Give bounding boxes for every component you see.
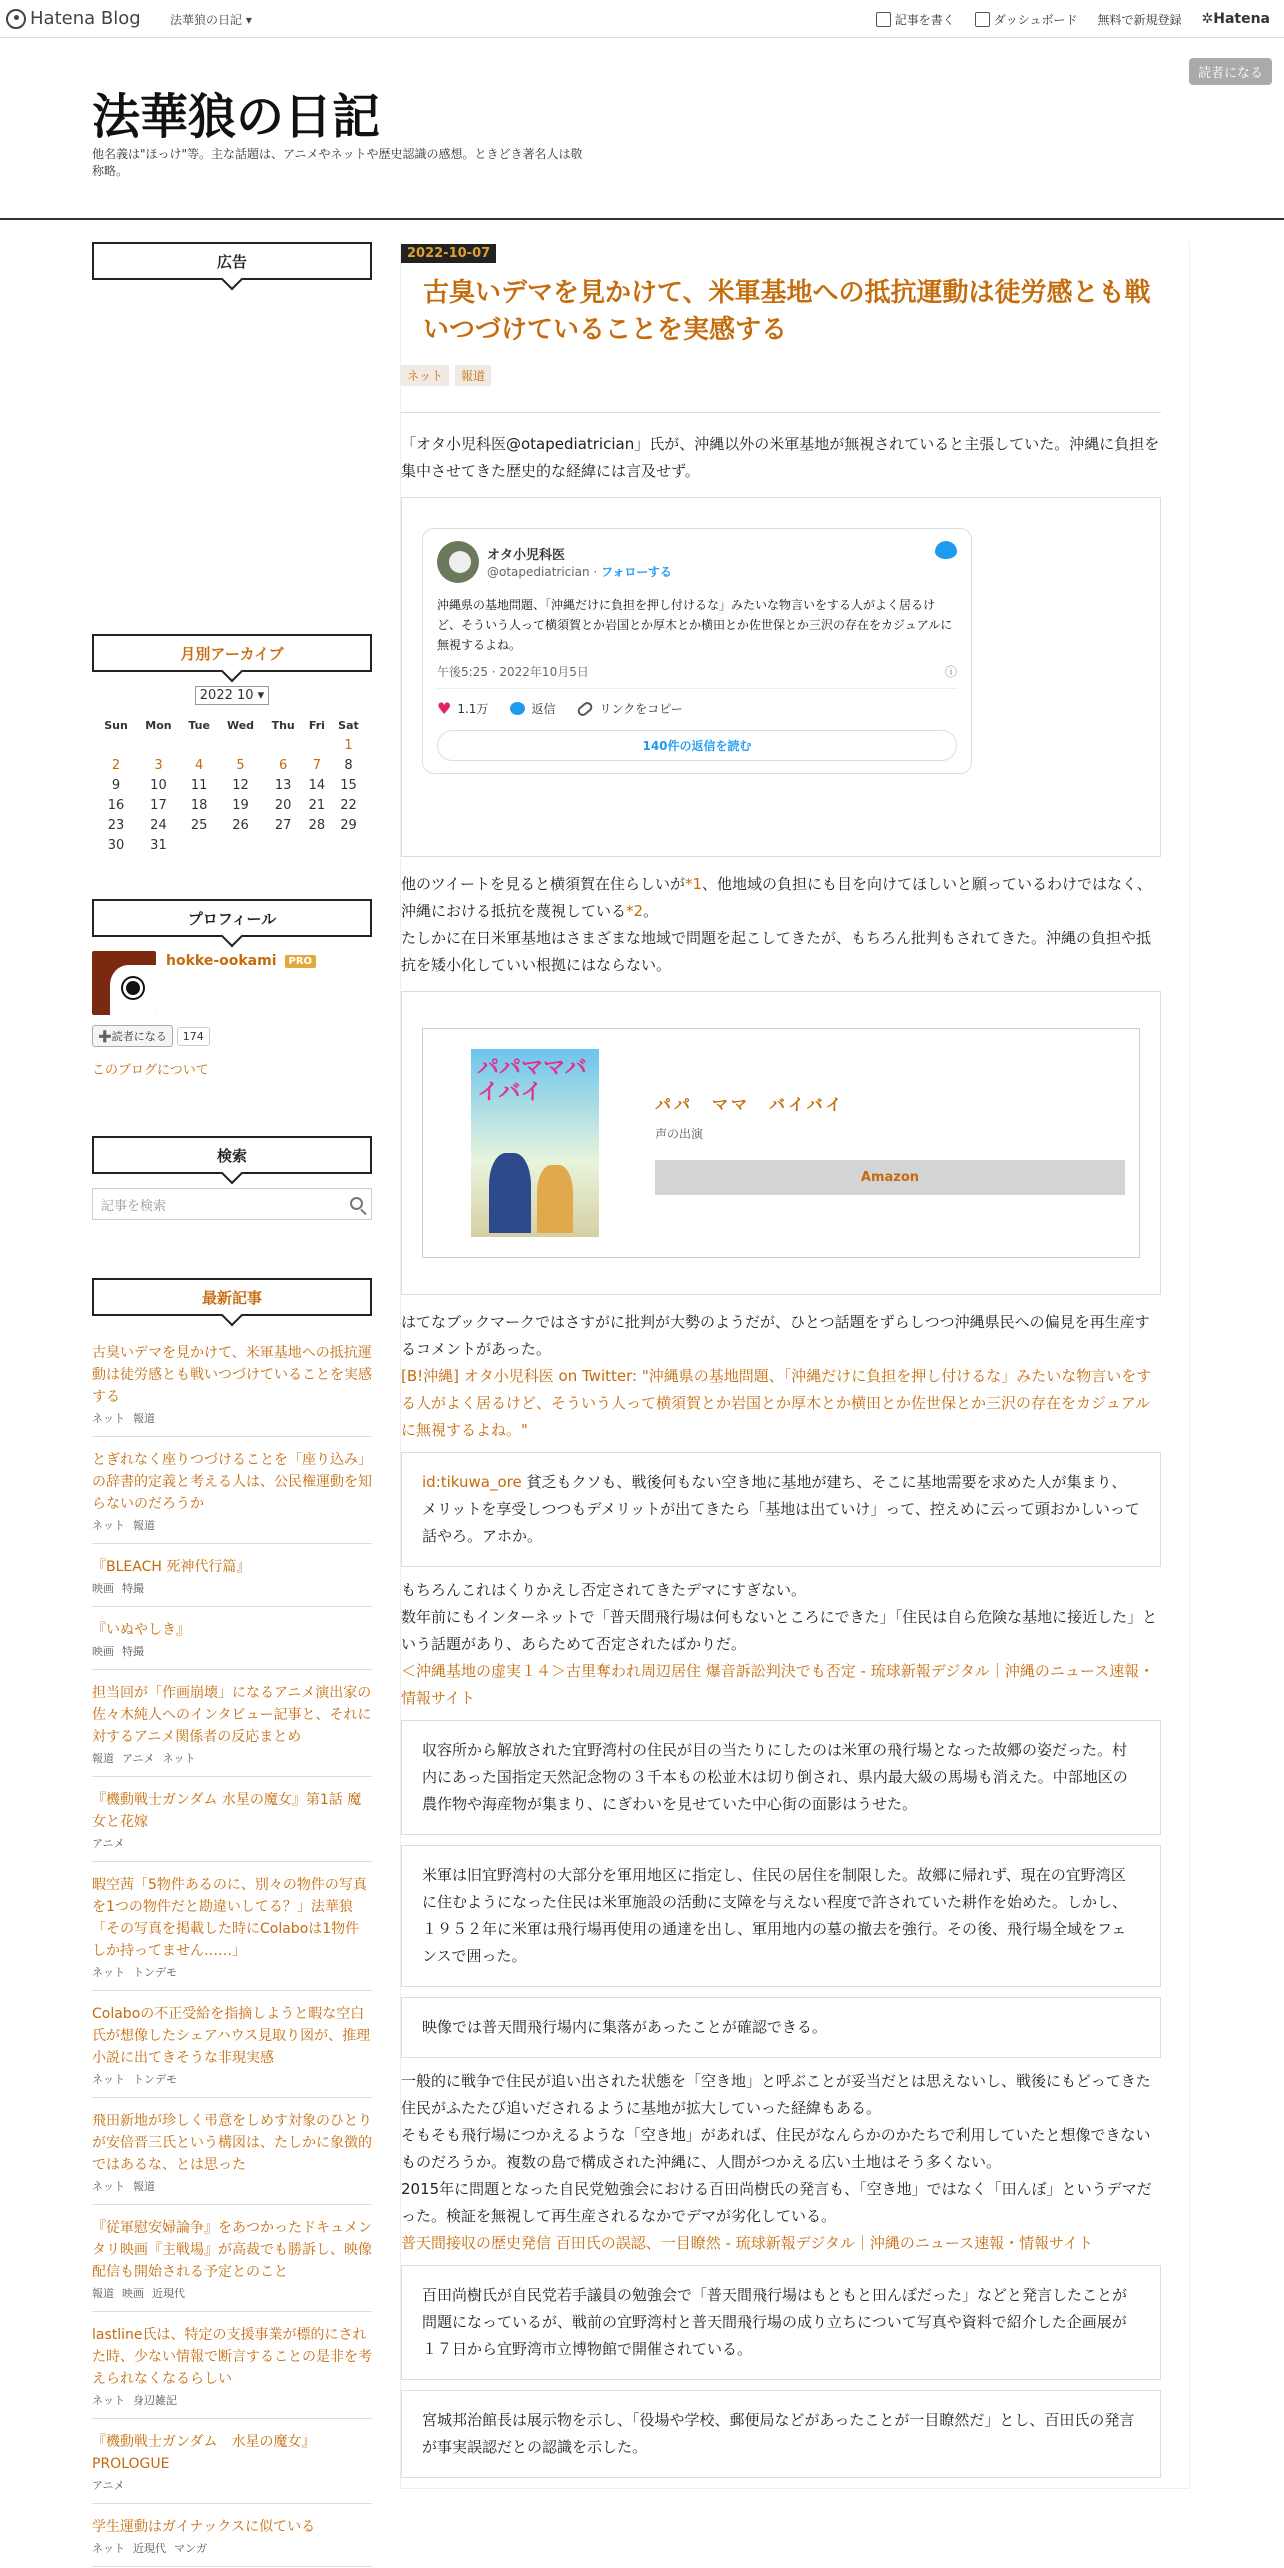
subscribe-button[interactable]: 読者になる bbox=[1189, 58, 1272, 85]
calendar-weekday: Fri bbox=[308, 718, 325, 732]
recent-entry-categories bbox=[92, 1517, 372, 1533]
recent-entry bbox=[92, 1670, 372, 1777]
calendar-day bbox=[331, 835, 366, 855]
category-link[interactable]: ネット bbox=[92, 2073, 125, 2086]
tweet-embed bbox=[401, 497, 1161, 857]
calendar-day: 19 bbox=[232, 797, 249, 813]
global-header bbox=[0, 0, 1284, 38]
reply-icon bbox=[510, 702, 525, 715]
category-link[interactable]: 身辺雑記 bbox=[133, 2394, 177, 2407]
calendar-day bbox=[303, 835, 331, 855]
like-button[interactable] bbox=[437, 699, 488, 718]
category-link[interactable]: 近現代 bbox=[152, 2287, 185, 2300]
follow-button[interactable]: ➕読者になる bbox=[92, 1025, 173, 1047]
text: 他のツイートを見ると横須賀在住らしいが bbox=[401, 875, 685, 893]
recent-entry-categories bbox=[92, 1964, 372, 1980]
tweet-text: 沖縄県の基地問題、「沖縄だけに負担を押し付けるな」みたいな物言いをする人がよく居るけど、そういう人って横須賀とか岩国とか厚木とか横田とか佐世保とか三沢の存在をカジュアルに無視するよね。 bbox=[437, 598, 953, 652]
quote-text: 貧乏もクソも、戦後何もない空き地に基地が建ち、そこに基地需要を求めた人が集まり、メリットを享受しつつもデメリットが出てきたら「基地は出ていけ」って、控えめに云って頭おかしいって話やろ。アホか。 bbox=[422, 1473, 1140, 1545]
amazon-embed bbox=[401, 991, 1161, 1295]
dashboard-icon bbox=[975, 12, 990, 27]
info-icon[interactable]: ⓘ bbox=[944, 665, 957, 679]
recent-entry-title[interactable]: lastline氏は、特定の支援事業が標的にされた時、少ない情報で断言することの是非を考えられなくなるらしい bbox=[92, 2327, 372, 2387]
calendar-day: 9 bbox=[111, 777, 121, 793]
category-link[interactable]: ネット bbox=[92, 2542, 125, 2555]
calendar-day: 15 bbox=[340, 777, 357, 793]
calendar-day: 29 bbox=[340, 817, 357, 833]
tweet-handle[interactable]: @otapediatrician bbox=[487, 565, 590, 579]
recent-entry-title[interactable]: 飛田新地が珍しく弔意をしめす対象のひとりが安倍晋三氏という構図は、たしかに象徴的ではあるな、とは思った bbox=[92, 2113, 372, 2173]
calendar-day: 8 bbox=[344, 757, 353, 773]
recent-entry bbox=[92, 1544, 372, 1607]
category-link[interactable]: ネット bbox=[92, 2394, 125, 2407]
entry-date[interactable]: 2022-10-07 bbox=[401, 244, 496, 263]
recent-entry-categories bbox=[92, 2477, 372, 2493]
entry-categories bbox=[401, 365, 1161, 386]
recent-entry-title[interactable]: とぎれなく座りつづけることを「座り込み」の辞書的定義と考える人は、公民権運動を知らないのだろうか bbox=[92, 1452, 372, 1512]
calendar-day[interactable]: 6 bbox=[279, 757, 288, 773]
footnote-link[interactable]: *1 bbox=[684, 875, 702, 893]
entry-title[interactable]: 古臭いデマを見かけて、米軍基地への抵抗運動は徒労感とも戦いつづけていることを実感する bbox=[423, 278, 1151, 345]
calendar-day: 18 bbox=[190, 797, 208, 813]
recent-entry-title[interactable]: 『BLEACH 死神代行篇』 bbox=[92, 1559, 251, 1575]
calendar-day[interactable]: 2 bbox=[111, 757, 121, 773]
blog-header bbox=[0, 38, 1284, 220]
category-tag[interactable]: 報道 bbox=[455, 365, 491, 386]
footnote-link[interactable]: *2 bbox=[626, 902, 644, 920]
hatena-label: Hatena bbox=[1213, 11, 1270, 27]
amazon-button[interactable]: Amazon bbox=[655, 1160, 1125, 1195]
archive-heading: 月別アーカイブ bbox=[92, 634, 372, 672]
recent-entry-title[interactable]: Colaboの不正受給を指摘しようと暇な空白氏が想像したシェアハウス見取り図が、推理小説に出てきそうな非現実感 bbox=[92, 2006, 371, 2066]
category-tag[interactable]: ネット bbox=[401, 365, 449, 386]
write-entry-link[interactable] bbox=[876, 11, 955, 28]
profile-name[interactable]: hokke-ookami bbox=[166, 953, 277, 969]
recent-entry-title[interactable]: 古臭いデマを見かけて、米軍基地への抵抗運動は徒労感とも戦いつづけていることを実感する bbox=[92, 1345, 372, 1405]
calendar-weekday: Sat bbox=[338, 718, 359, 732]
paragraph: 「オタ小児科医@otapediatrician」氏が、沖縄以外の米軍基地が無視されていると主張していた。沖縄に負担を集中させてきた歴史的な経緯には言及せず。 bbox=[401, 435, 1160, 480]
search-placeholder: 記事を検索 bbox=[101, 1198, 167, 1214]
news-link[interactable]: 普天間接収の歴史発信 百田氏の誤認、一目瞭然 - 琉球新報デジタル｜沖縄のニュース速報・情報サイト bbox=[401, 2234, 1094, 2252]
category-link[interactable]: 映画 bbox=[122, 2287, 144, 2300]
paragraph: もちろんこれはくりかえし否定されてきたデマにすぎない。 bbox=[401, 1581, 807, 1599]
calendar-day: 22 bbox=[340, 797, 357, 813]
user-id-link[interactable]: id:tikuwa_ore bbox=[422, 1473, 522, 1491]
dashboard-label: ダッシュボード bbox=[993, 12, 1078, 27]
calendar-day[interactable]: 7 bbox=[312, 757, 322, 773]
calendar-day: 30 bbox=[107, 837, 125, 853]
category-link[interactable]: ネット bbox=[92, 1412, 125, 1425]
paragraph: たしかに在日米軍基地はさまざまな地域で問題を起こしてきたが、もちろん批判もされてきた。沖縄の負担や抵抗を矮小化していい根拠にはならない。 bbox=[401, 929, 1152, 974]
archive-calendar bbox=[96, 715, 366, 855]
category-link[interactable]: マンガ bbox=[174, 2542, 207, 2555]
text: 。 bbox=[643, 902, 659, 920]
recent-entry-title[interactable]: 担当回が「作画崩壊」になるアニメ演出家の佐々木純人へのインタビュー記事と、それに対するアニメ関係者の反応まとめ bbox=[92, 1685, 372, 1745]
calendar-weekday: Wed bbox=[226, 718, 255, 732]
recent-entry-categories bbox=[92, 2540, 372, 2556]
calendar-day bbox=[181, 735, 218, 755]
recent-entry-categories bbox=[92, 1835, 372, 1851]
recent-entry-title[interactable]: 暇空茜「5物件あるのに、別々の物件の写真を1つの物件だと勘違いしてる？」法華狼「その写真を掲載した時にColaboは1物件しか持ってません……」 bbox=[92, 1877, 367, 1959]
search-input[interactable] bbox=[92, 1188, 372, 1220]
recent-entry-categories bbox=[92, 2285, 372, 2301]
reply-button[interactable] bbox=[510, 699, 555, 718]
calendar-day[interactable]: 5 bbox=[236, 757, 245, 773]
hatena-logo-icon bbox=[6, 9, 26, 29]
avatar[interactable] bbox=[92, 951, 156, 1015]
category-link[interactable]: トンデモ bbox=[133, 2073, 177, 2086]
text: 、他地域の負担にも目を向けてほしいと願っているわけではなく、沖縄における抵抗を蔑視している bbox=[401, 875, 1152, 920]
recent-entry bbox=[92, 1607, 372, 1670]
hatena-blog-logo[interactable] bbox=[6, 8, 141, 29]
calendar-weekday: Mon bbox=[145, 718, 172, 732]
category-link[interactable]: 報道 bbox=[133, 1412, 155, 1425]
blockquote: 収容所から解放された宜野湾村の住民が目の当たりにしたのは米軍の飛行場となった故郷の姿だった。村内にあった国指定天然記念物の３千本もの松並木は切り倒され、県内最大級の馬場も消えた。中部地区の農作物や海産物が集まり、にぎわいを見せていた中心街の面影はうせた。 bbox=[401, 1720, 1161, 1835]
calendar-day[interactable]: 1 bbox=[344, 737, 353, 753]
calendar-day bbox=[218, 835, 264, 855]
category-link[interactable]: 映画 bbox=[92, 1582, 114, 1595]
calendar-day: 23 bbox=[107, 817, 125, 833]
category-link[interactable]: アニメ bbox=[92, 2479, 125, 2492]
category-link[interactable]: アニメ bbox=[122, 1752, 155, 1765]
profile-heading: プロフィール bbox=[92, 899, 372, 937]
blockquote: 映像では普天間飛行場内に集落があったことが確認できる。 bbox=[401, 1997, 1161, 2058]
recent-entry bbox=[92, 1777, 372, 1862]
calendar-weekday: Thu bbox=[271, 718, 295, 732]
divider bbox=[401, 412, 1161, 413]
calendar-day[interactable]: 4 bbox=[195, 757, 204, 773]
recent-entry-categories bbox=[92, 1750, 372, 1766]
recent-entry-categories bbox=[92, 2178, 372, 2194]
recent-entry bbox=[92, 1437, 372, 1544]
category-link[interactable]: 報道 bbox=[133, 2180, 155, 2193]
recent-entry-title[interactable]: 『いぬやしき』 bbox=[92, 1622, 190, 1638]
recent-entry-title[interactable]: 『機動戦士ガンダム 水星の魔女』PROLOGUE bbox=[92, 2434, 316, 2472]
category-link[interactable]: ネット bbox=[162, 1752, 196, 1765]
product-image[interactable] bbox=[471, 1049, 599, 1237]
tweet-card[interactable]: オタ小児科医 @otapediatrician · フォローする 沖縄県の基地問題、「沖縄だけに負担を押し付けるな」みたいな物言いをする人がよく居るけど、そういう人って横須賀とか岩国とか厚木とか横田とか佐世保とか三沢の存在をカジュアルに無視するよね。 午後5:25 · 2022年10月5日 ⓘ ♥ 1.1万 返信 リンクをコピー 140件の返信を読む bbox=[422, 528, 972, 774]
recent-entry-categories bbox=[92, 2392, 372, 2408]
hatena-menu[interactable]: ✲ Hatena bbox=[1201, 11, 1270, 27]
calendar-day[interactable]: 3 bbox=[154, 757, 163, 773]
recent-entry-title[interactable]: 『従軍慰安婦論争』をあつかったドキュメンタリ映画『主戦場』が高裁でも勝訴し、映像配信も開始される予定とのこと bbox=[92, 2220, 372, 2280]
follower-count[interactable]: 174 bbox=[177, 1027, 210, 1046]
paragraph: はてなブックマークではさすがに批判が大勢のようだが、ひとつ話題をずらしつつ沖縄県民への偏見を再生産するコメントがあった。 bbox=[401, 1313, 1150, 1358]
calendar-day: 16 bbox=[107, 797, 125, 813]
pencil-icon bbox=[876, 12, 891, 27]
about-blog-link[interactable]: このブログについて bbox=[92, 1063, 209, 1078]
blockquote: 百田尚樹氏が自民党若手議員の勉強会で「普天間飛行場はもともと田んぼだった」などと発言したことが問題になっているが、戦前の宜野湾村と普天間飛行場の成り立ちについて写真や資料で紹介した企画展が１７日から宜野湾市立博物館で開催されている。 bbox=[401, 2265, 1161, 2380]
calendar-day: 12 bbox=[232, 777, 249, 793]
like-count: 1.1万 bbox=[457, 702, 489, 716]
category-link[interactable]: 報道 bbox=[92, 1752, 114, 1765]
blog-title[interactable]: 法華狼の日記 bbox=[92, 89, 381, 145]
calendar-day: 27 bbox=[274, 817, 292, 833]
entry bbox=[400, 242, 1190, 2489]
calendar-day: 20 bbox=[274, 797, 292, 813]
pro-badge: PRO bbox=[285, 955, 317, 968]
calendar-weekday: Tue bbox=[188, 718, 210, 732]
search-heading: 検索 bbox=[92, 1136, 372, 1174]
blog-switcher[interactable]: 法華狼の日記 ▾ bbox=[170, 13, 252, 27]
recent-entry-categories bbox=[92, 1580, 372, 1596]
paragraph: 2015年に問題となった自民党勉強会における百田尚樹氏の発言も、「空き地」ではなく「田んぼ」というデマだった。検証を無視して再生産されるなかでデマが劣化している。 bbox=[401, 2180, 1152, 2225]
category-link[interactable]: 報道 bbox=[92, 2287, 114, 2300]
recent-entry bbox=[92, 2098, 372, 2205]
ad-heading: 広告 bbox=[92, 242, 372, 280]
link-icon bbox=[576, 700, 595, 718]
heart-icon: ♥ bbox=[437, 699, 452, 718]
category-link[interactable]: 映画 bbox=[92, 1645, 114, 1658]
recent-entry-title[interactable]: 学生運動はガイナックスに似ている bbox=[92, 2519, 316, 2535]
blog-description: 他名義は"ほっけ"等。主な話題は、アニメやネットや歴史認識の感想。ときどき著名人は敬称略。 bbox=[92, 147, 583, 178]
product-title[interactable]: パパ ママ バイバイ bbox=[655, 1094, 845, 1114]
calendar-day bbox=[181, 835, 218, 855]
calendar-day: 10 bbox=[150, 777, 167, 793]
blockquote bbox=[401, 1452, 1161, 1567]
calendar-day: 11 bbox=[190, 777, 208, 793]
category-link[interactable]: 報道 bbox=[133, 1519, 155, 1532]
paragraph: そもそも飛行場につかえるような「空き地」があれば、住民がなんらかのかたちで利用していたと想像できないものだろうか。複数の島で構成された沖縄に、人間がつかえる広い土地はそう多くない。 bbox=[401, 2126, 1151, 2171]
recent-entry bbox=[92, 2205, 372, 2312]
calendar-weekday: Sun bbox=[104, 718, 128, 732]
read-replies-button[interactable]: 140件の返信を読む bbox=[437, 730, 957, 761]
paragraph bbox=[401, 871, 1161, 925]
category-link[interactable]: 近現代 bbox=[133, 2542, 166, 2555]
calendar-day bbox=[218, 735, 264, 755]
tweet-follow-link[interactable]: フォローする bbox=[601, 565, 672, 579]
reply-label: 返信 bbox=[531, 702, 556, 716]
bookmark-link[interactable]: [B!沖縄] オタ小児科医 on Twitter: "沖縄県の基地問題、「沖縄だけに負担を押し付けるな」みたいな物言いをする人がよく居るけど、そういう人って横須賀とか岩国とか厚木とか横田とか佐世保とか三沢の存在をカジュアルに無視するよね。" bbox=[401, 1367, 1152, 1439]
archive-month-select[interactable]: 2022 10 ▾ bbox=[195, 686, 269, 705]
category-link[interactable]: ネット bbox=[92, 1966, 125, 1979]
paragraph: 一般的に戦争で住民が追い出された状態を「空き地」と呼ぶことが妥当だとは思えないし、戦後にもどってきた住民がふたたび追いだされるように基地が拡大していった経緯もある。 bbox=[401, 2072, 1151, 2117]
recent-entry-title[interactable]: 『機動戦士ガンダム 水星の魔女』第1話 魔女と花嫁 bbox=[92, 1792, 362, 1830]
sidebar bbox=[92, 242, 372, 2567]
recent-entry bbox=[92, 2312, 372, 2419]
category-link[interactable]: ネット bbox=[92, 2180, 125, 2193]
recent-entry-categories bbox=[92, 1410, 372, 1426]
product-subtitle: 声の出演 bbox=[655, 1126, 704, 1141]
category-link[interactable]: アニメ bbox=[92, 1837, 125, 1850]
copy-link-label: リンクをコピー bbox=[599, 702, 683, 716]
recent-entry bbox=[92, 1330, 372, 1437]
calendar-day: 28 bbox=[308, 817, 326, 833]
calendar-day bbox=[303, 735, 331, 755]
calendar-day: 31 bbox=[150, 837, 167, 853]
recent-entry bbox=[92, 2504, 372, 2567]
category-link[interactable]: トンデモ bbox=[133, 1966, 177, 1979]
calendar-day: 25 bbox=[190, 817, 208, 833]
category-link[interactable]: ネット bbox=[92, 1519, 125, 1532]
tweet-avatar[interactable] bbox=[437, 541, 479, 583]
signup-link[interactable]: 無料で新規登録 bbox=[1097, 12, 1182, 27]
calendar-day bbox=[263, 735, 302, 755]
calendar-day bbox=[263, 835, 302, 855]
copy-link-button[interactable] bbox=[577, 699, 682, 718]
recent-entries-list bbox=[92, 1330, 372, 2567]
calendar-day: 26 bbox=[232, 817, 249, 833]
paragraph: 数年前にもインターネットで「普天間飛行場は何もないところにできた」「住民は自ら危険な基地に接近した」という話題があり、あらためて否定されたばかりだ。 bbox=[401, 1608, 1158, 1653]
recent-entry-categories bbox=[92, 1643, 372, 1659]
calendar-day: 13 bbox=[274, 777, 292, 793]
recent-entry bbox=[92, 2419, 372, 2504]
calendar-day: 14 bbox=[308, 777, 326, 793]
calendar-day: 17 bbox=[150, 797, 167, 813]
search-icon[interactable] bbox=[350, 1197, 363, 1210]
logo-text: Hatena Blog bbox=[30, 8, 141, 29]
ad-space bbox=[92, 294, 372, 634]
recent-entries-heading: 最新記事 bbox=[92, 1278, 372, 1316]
dashboard-link[interactable] bbox=[975, 11, 1078, 28]
tweet-date[interactable]: 午後5:25 · 2022年10月5日 bbox=[437, 665, 589, 679]
category-link[interactable]: 特撮 bbox=[122, 1645, 144, 1658]
main-content bbox=[400, 242, 1190, 2489]
tweet-author[interactable]: オタ小児科医 bbox=[487, 548, 566, 563]
calendar-day bbox=[96, 735, 136, 755]
write-label: 記事を書く bbox=[894, 12, 955, 27]
calendar-day: 24 bbox=[150, 817, 167, 833]
cover-title: パパママバイバイ bbox=[477, 1056, 587, 1105]
recent-entry bbox=[92, 1862, 372, 1991]
recent-entry bbox=[92, 1991, 372, 2098]
recent-entry-categories bbox=[92, 2071, 372, 2087]
news-link[interactable]: ＜沖縄基地の虚実１４＞古里奪われ周辺居住 爆音訴訟判決でも否定 - 琉球新報デジタル｜沖縄のニュース速報・情報サイト bbox=[401, 1662, 1155, 1707]
blockquote: 宮城邦治館長は展示物を示し、「役場や学校、郵便局などがあったことが一目瞭然だ」とし、百田氏の発言が事実誤認だとの認識を示した。 bbox=[401, 2390, 1161, 2478]
calendar-day: 21 bbox=[308, 797, 326, 813]
blockquote: 米軍は旧宜野湾村の大部分を軍用地区に指定し、住民の居住を制限した。故郷に帰れず、現在の宜野湾区に住むようになった住民は米軍施設の活動に支障を与えない程度で許されていた耕作を始めた。しかし、１９５２年に米軍は飛行場再使用の通達を出し、軍用地内の墓の撤去を強行。その後、飛行場全域をフェンスで囲った。 bbox=[401, 1845, 1161, 1987]
category-link[interactable]: 特撮 bbox=[122, 1582, 144, 1595]
calendar-day bbox=[136, 735, 181, 755]
twitter-bird-icon[interactable] bbox=[935, 541, 957, 559]
